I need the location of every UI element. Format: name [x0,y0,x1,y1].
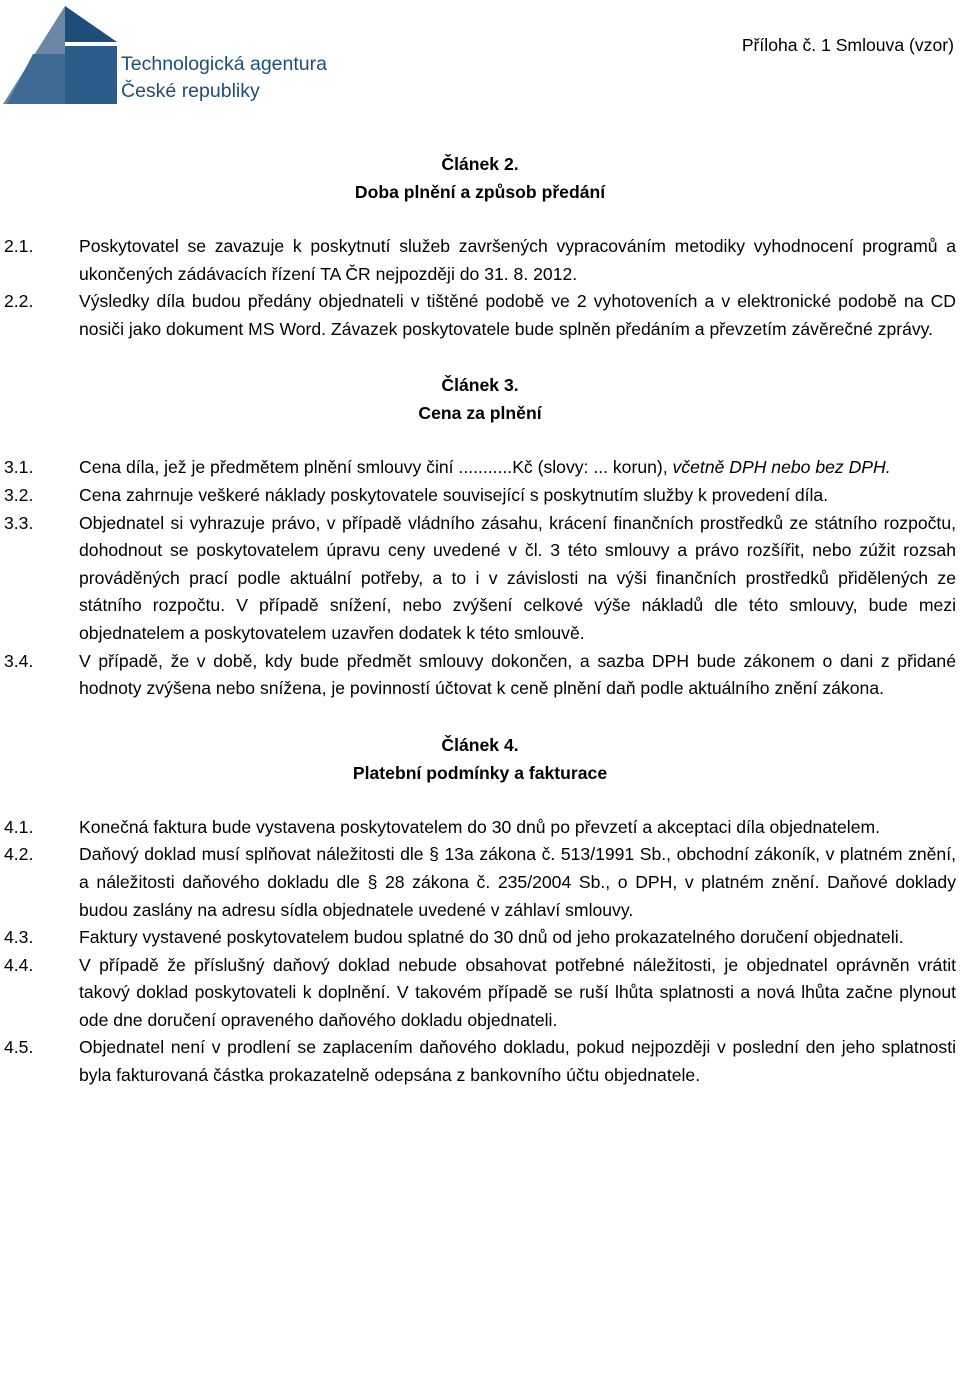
article4-title: Článek 4. [441,734,519,755]
clause-text: Konečná faktura bude vystavena poskytovatelem do 30 dnů po převzetí a akceptaci díla objednatelem. [79,816,881,837]
clause-number: 3.1. [4,457,34,478]
clause-number: 3.4. [4,650,34,671]
clause-number: 2.1. [4,236,34,256]
clause-text-italic: včetně DPH nebo bez DPH. [672,457,891,478]
logo-mark-icon [3,6,123,106]
article4-heading [4,731,956,787]
annex-label: Příloha č. 1 Smlouva (vzor) [741,35,954,55]
clause-text: Cena zahrnuje veškeré náklady poskytovatele související s poskytnutím služby k provedení díla. [79,484,829,505]
clause-text: Poskytovatel se zavazuje k poskytnutí služeb završených vypracováním metodiky vyhodnocení programů a ukončených zádávacích řízení TA ČR nejpozději do 31. 8. 2012. [79,236,956,284]
clause-text [79,454,956,482]
clause-4-1 [4,814,956,842]
agency-logo [3,6,363,106]
clause-text: Výsledky díla budou předány objednateli v tištěné podobě ve 2 vyhotoveních a v elektronické podobě na CD nosiči jako dokument MS Word. Závazek poskytovatele bude splněn předáním a převzetím závěrečné zprávy. [79,291,956,339]
clause-number: 3.2. [4,484,34,505]
article2-heading [4,150,956,206]
clause-number: 4.2. [4,844,34,865]
clause-number: 4.4. [4,954,34,975]
clause-2-2 [4,288,956,343]
clause-text: V případě, že v době, kdy bude předmět smlouvy dokončen, a sazba DPH bude zákonem o dani z přidané hodnoty zvýšena nebo snížena, je povinností účtovat k ceně plnění daň podle aktuálního znění zákona. [79,650,956,699]
clause-3-3 [4,510,956,648]
logo-text-line2: České republiky [121,80,260,102]
clause-4-3 [4,924,956,952]
clause-2-1 [4,233,956,288]
article2-title: Článek 2. [441,154,519,174]
article3-subtitle: Cena za plnění [418,403,542,424]
clause-number: 4.1. [4,816,34,837]
clause-number: 3.3. [4,512,34,533]
article4-subtitle: Platební podmínky a fakturace [352,762,608,783]
clause-number: 4.3. [4,927,34,948]
article3-title: Článek 3. [441,375,519,396]
clause-text: Objednatel si vyhrazuje právo, v případě vládního zásahu, krácení finančních prostředků ze státního rozpočtu, dohodnout se poskytovatelem úpravu ceny uvedené v čl. 3 této smlouvy a právo rozšířit, nebo zúžit rozsah prováděných prací podle aktuální potřeby, a to i v závislosti na výši finančních prostředků přidělených ze státního rozpočtu. V případě snížení, nebo zvýšení celkové výše nákladů dle této smlouvy, bude mezi objednatelem a poskytovatelem uzavřen dodatek k této smlouvě. [79,512,956,643]
clause-text: Objednatel není v prodlení se zaplacením daňového dokladu, pokud nejpozději v poslední den jeho splatnosti byla fakturovaná částka prokazatelně odepsána z bankovního účtu objednatele. [79,1037,956,1086]
clause-4-4 [4,952,956,1035]
clause-number: 2.2. [4,291,34,312]
clause-4-5 [4,1034,956,1089]
article3-heading [4,371,956,427]
clause-3-2 [4,482,956,510]
clause-3-1 [4,454,956,482]
clause-text: Faktury vystavené poskytovatelem budou splatné do 30 dnů od jeho prokazatelného doručení objednateli. [79,927,904,948]
clause-text: Daňový doklad musí splňovat náležitosti dle § 13a zákona č. 513/1991 Sb., obchodní zákoník, v platném znění, a náležitosti daňového dokladu dle § 28 zákona č. 235/2004 Sb., o DPH, v platném znění. Daňové doklady budou zaslány na adresu sídla objednatele uvedené v záhlaví smlouvy. [79,844,956,920]
article2-subtitle: Doba plnění a způsob předání [354,182,606,202]
logo-text-line1: Technologická agentura [121,53,327,75]
document-body [4,150,956,1090]
clause-4-2 [4,841,956,924]
clause-number: 4.5. [4,1037,34,1058]
clause-3-4 [4,648,956,703]
clause-text: V případě že příslušný daňový doklad nebude obsahovat potřebné náležitosti, je objednatel oprávněn vrátit takový doklad poskytovateli k doplnění. V takovém případě se ruší lhůta splatnosti a nová lhůta začne plynout ode dne doručení opraveného daňového dokladu objednateli. [79,954,956,1030]
clause-text-plain: Cena díla, jež je předmětem plnění smlouvy činí ...........Kč (slovy: ... korun), [79,457,673,478]
